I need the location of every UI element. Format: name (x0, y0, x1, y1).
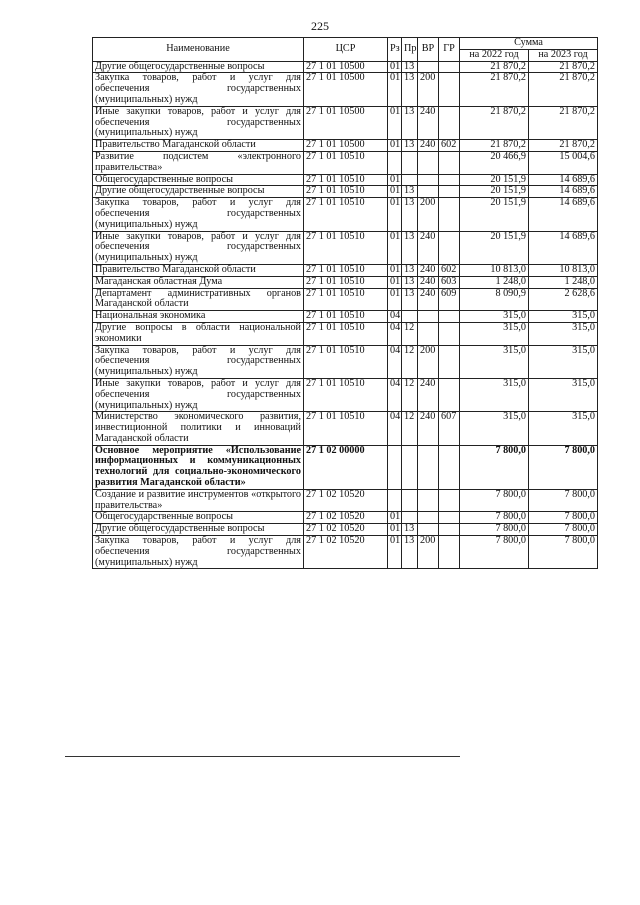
row-name: Другие общегосударственные вопросы (93, 524, 304, 536)
row-name: Департамент административных органов Магаданской области (93, 288, 304, 311)
row-vr: 240 (418, 276, 439, 288)
row-vr: 240 (418, 412, 439, 445)
row-sum-2022: 7 800,0 (460, 536, 529, 569)
row-sum-2023: 315,0 (529, 412, 598, 445)
row-name: Другие общегосударственные вопросы (93, 61, 304, 73)
row-name: Закупка товаров, работ и услуг для обеспечения государственных (муниципальных) нужд (93, 536, 304, 569)
row-name: Общегосударственные вопросы (93, 174, 304, 186)
row-gr (439, 524, 460, 536)
row-name: Общегосударственные вопросы (93, 512, 304, 524)
row-gr (439, 231, 460, 264)
row-pr (402, 151, 418, 174)
row-sum-2022: 315,0 (460, 322, 529, 345)
row-sum-2023: 7 800,0 (529, 524, 598, 536)
row-gr (439, 512, 460, 524)
row-sum-2022: 21 870,2 (460, 61, 529, 73)
row-gr: 609 (439, 288, 460, 311)
row-pr: 13 (402, 106, 418, 139)
row-sum-2022: 7 800,0 (460, 512, 529, 524)
row-sum-2022: 315,0 (460, 345, 529, 378)
header-pr: Пр (402, 38, 418, 62)
row-sum-2023: 14 689,6 (529, 198, 598, 231)
row-rz: 01 (388, 524, 402, 536)
row-name: Закупка товаров, работ и услуг для обеспечения государственных (муниципальных) нужд (93, 73, 304, 106)
row-sum-2023: 21 870,2 (529, 140, 598, 152)
row-sum-2023: 7 800,0 (529, 536, 598, 569)
row-vr: 240 (418, 231, 439, 264)
row-name: Иные закупки товаров, работ и услуг для обеспечения государственных (муниципальных) нужд (93, 106, 304, 139)
table-row (93, 264, 598, 276)
row-csr: 27 1 02 10520 (304, 524, 388, 536)
row-vr: 240 (418, 264, 439, 276)
budget-table (92, 37, 598, 569)
row-gr (439, 378, 460, 411)
row-name: Другие вопросы в области национальной экономики (93, 322, 304, 345)
row-vr (418, 322, 439, 345)
row-pr: 13 (402, 276, 418, 288)
row-sum-2022: 315,0 (460, 412, 529, 445)
row-sum-2022: 10 813,0 (460, 264, 529, 276)
row-csr: 27 1 02 10520 (304, 512, 388, 524)
table-row (93, 322, 598, 345)
row-gr (439, 536, 460, 569)
row-csr: 27 1 01 10510 (304, 151, 388, 174)
table-row (93, 61, 598, 73)
row-sum-2023: 315,0 (529, 311, 598, 323)
row-vr (418, 186, 439, 198)
row-rz: 04 (388, 322, 402, 345)
row-pr: 13 (402, 524, 418, 536)
row-pr: 12 (402, 322, 418, 345)
row-vr: 200 (418, 345, 439, 378)
row-vr (418, 524, 439, 536)
row-vr (418, 151, 439, 174)
row-sum-2023: 1 248,0 (529, 276, 598, 288)
table-row (93, 140, 598, 152)
row-vr: 240 (418, 288, 439, 311)
row-rz (388, 151, 402, 174)
row-csr: 27 1 01 10510 (304, 186, 388, 198)
table-row (93, 276, 598, 288)
row-gr (439, 445, 460, 489)
row-sum-2023: 315,0 (529, 345, 598, 378)
row-name: Министерство экономического развития, инвестиционной политики и инноваций Магаданской области (93, 412, 304, 445)
row-pr: 13 (402, 198, 418, 231)
row-pr (402, 311, 418, 323)
row-csr: 27 1 01 10510 (304, 264, 388, 276)
row-pr (402, 512, 418, 524)
row-csr: 27 1 01 10510 (304, 378, 388, 411)
row-rz: 01 (388, 288, 402, 311)
row-gr (439, 106, 460, 139)
row-sum-2023: 7 800,0 (529, 512, 598, 524)
row-sum-2023: 7 800,0 (529, 445, 598, 489)
table-row (93, 489, 598, 512)
row-gr (439, 489, 460, 512)
row-sum-2023: 21 870,2 (529, 73, 598, 106)
row-sum-2023: 14 689,6 (529, 174, 598, 186)
row-rz: 01 (388, 198, 402, 231)
row-sum-2022: 21 870,2 (460, 106, 529, 139)
row-rz (388, 489, 402, 512)
row-gr (439, 198, 460, 231)
row-vr (418, 311, 439, 323)
row-name: Правительство Магаданской области (93, 264, 304, 276)
row-vr: 200 (418, 198, 439, 231)
row-sum-2022: 7 800,0 (460, 524, 529, 536)
row-csr: 27 1 02 10520 (304, 536, 388, 569)
table-row (93, 445, 598, 489)
table-row (93, 524, 598, 536)
table-row (93, 231, 598, 264)
header-row (93, 38, 598, 50)
row-vr: 240 (418, 106, 439, 139)
row-gr: 607 (439, 412, 460, 445)
row-vr: 200 (418, 73, 439, 106)
row-name: Иные закупки товаров, работ и услуг для обеспечения государственных (муниципальных) нужд (93, 231, 304, 264)
row-csr: 27 1 01 10500 (304, 61, 388, 73)
row-gr (439, 151, 460, 174)
row-rz: 01 (388, 186, 402, 198)
row-csr: 27 1 01 10510 (304, 174, 388, 186)
row-pr: 13 (402, 536, 418, 569)
row-gr: 603 (439, 276, 460, 288)
row-sum-2022: 7 800,0 (460, 445, 529, 489)
row-sum-2022: 20 151,9 (460, 186, 529, 198)
table-row (93, 512, 598, 524)
table-row (93, 186, 598, 198)
row-rz: 01 (388, 231, 402, 264)
table-row (93, 378, 598, 411)
row-pr: 12 (402, 345, 418, 378)
row-pr: 13 (402, 231, 418, 264)
row-rz: 01 (388, 140, 402, 152)
row-csr: 27 1 02 00000 (304, 445, 388, 489)
row-name: Правительство Магаданской области (93, 140, 304, 152)
row-sum-2022: 20 151,9 (460, 198, 529, 231)
bottom-rule (65, 756, 460, 757)
row-name: Закупка товаров, работ и услуг для обеспечения государственных (муниципальных) нужд (93, 198, 304, 231)
row-sum-2023: 2 628,6 (529, 288, 598, 311)
row-name: Основное мероприятие «Использование информационных и коммуникационных технологий для социально-экономического развития Магаданской области» (93, 445, 304, 489)
row-rz: 01 (388, 61, 402, 73)
row-pr: 13 (402, 140, 418, 152)
table-row (93, 73, 598, 106)
row-sum-2023: 14 689,6 (529, 186, 598, 198)
row-pr: 13 (402, 288, 418, 311)
row-rz: 04 (388, 378, 402, 411)
row-rz: 01 (388, 536, 402, 569)
row-pr (402, 174, 418, 186)
row-name: Создание и развитие инструментов «открытого правительства» (93, 489, 304, 512)
table-row (93, 536, 598, 569)
table-row (93, 311, 598, 323)
row-csr: 27 1 01 10510 (304, 311, 388, 323)
row-rz (388, 445, 402, 489)
row-csr: 27 1 01 10510 (304, 276, 388, 288)
row-pr: 12 (402, 378, 418, 411)
row-pr: 13 (402, 61, 418, 73)
row-pr (402, 445, 418, 489)
row-csr: 27 1 01 10510 (304, 345, 388, 378)
row-gr (439, 174, 460, 186)
row-gr (439, 345, 460, 378)
row-pr: 13 (402, 264, 418, 276)
row-rz: 01 (388, 73, 402, 106)
row-sum-2023: 315,0 (529, 322, 598, 345)
row-sum-2023: 10 813,0 (529, 264, 598, 276)
row-sum-2023: 21 870,2 (529, 61, 598, 73)
table-row (93, 345, 598, 378)
row-sum-2022: 8 090,9 (460, 288, 529, 311)
header-csr: ЦСР (304, 38, 388, 62)
row-sum-2022: 315,0 (460, 311, 529, 323)
row-pr: 13 (402, 73, 418, 106)
row-rz: 04 (388, 345, 402, 378)
row-gr (439, 311, 460, 323)
row-vr: 200 (418, 536, 439, 569)
row-rz: 01 (388, 512, 402, 524)
table-row (93, 288, 598, 311)
row-csr: 27 1 01 10500 (304, 106, 388, 139)
header-gr: ГР (439, 38, 460, 62)
row-sum-2022: 20 151,9 (460, 174, 529, 186)
row-csr: 27 1 01 10510 (304, 198, 388, 231)
row-rz: 01 (388, 106, 402, 139)
row-vr (418, 61, 439, 73)
row-vr: 240 (418, 140, 439, 152)
table-body (93, 61, 598, 569)
row-pr (402, 489, 418, 512)
row-gr: 602 (439, 140, 460, 152)
row-sum-2023: 21 870,2 (529, 106, 598, 139)
row-name: Национальная экономика (93, 311, 304, 323)
row-csr: 27 1 01 10510 (304, 288, 388, 311)
header-sum: Сумма (460, 38, 598, 50)
row-sum-2023: 14 689,6 (529, 231, 598, 264)
page-number: 225 (311, 19, 329, 33)
row-pr: 12 (402, 412, 418, 445)
table-row (93, 151, 598, 174)
header-rz: Рз (388, 38, 402, 62)
header-year-2023: на 2023 год (529, 49, 598, 61)
row-sum-2022: 20 466,9 (460, 151, 529, 174)
row-gr (439, 61, 460, 73)
row-csr: 27 1 01 10510 (304, 322, 388, 345)
row-sum-2022: 20 151,9 (460, 231, 529, 264)
row-name: Иные закупки товаров, работ и услуг для обеспечения государственных (муниципальных) нужд (93, 378, 304, 411)
row-rz: 01 (388, 174, 402, 186)
row-vr (418, 174, 439, 186)
table-row (93, 106, 598, 139)
row-pr: 13 (402, 186, 418, 198)
header-year-2022: на 2022 год (460, 49, 529, 61)
row-name: Развитие подсистем «электронного правительства» (93, 151, 304, 174)
row-vr (418, 512, 439, 524)
row-vr: 240 (418, 378, 439, 411)
row-rz: 04 (388, 412, 402, 445)
row-gr (439, 322, 460, 345)
row-sum-2022: 21 870,2 (460, 140, 529, 152)
row-sum-2023: 7 800,0 (529, 489, 598, 512)
row-name: Закупка товаров, работ и услуг для обеспечения государственных (муниципальных) нужд (93, 345, 304, 378)
row-csr: 27 1 01 10500 (304, 140, 388, 152)
row-vr (418, 489, 439, 512)
row-rz: 01 (388, 276, 402, 288)
row-gr (439, 186, 460, 198)
row-csr: 27 1 02 10520 (304, 489, 388, 512)
row-gr (439, 73, 460, 106)
row-gr: 602 (439, 264, 460, 276)
row-csr: 27 1 01 10500 (304, 73, 388, 106)
row-rz: 01 (388, 264, 402, 276)
row-sum-2023: 315,0 (529, 378, 598, 411)
row-name: Магаданская областная Дума (93, 276, 304, 288)
row-csr: 27 1 01 10510 (304, 412, 388, 445)
row-csr: 27 1 01 10510 (304, 231, 388, 264)
row-sum-2022: 1 248,0 (460, 276, 529, 288)
row-sum-2022: 315,0 (460, 378, 529, 411)
row-vr (418, 445, 439, 489)
row-sum-2022: 7 800,0 (460, 489, 529, 512)
table-row (93, 412, 598, 445)
row-name: Другие общегосударственные вопросы (93, 186, 304, 198)
header-name: Наименование (93, 38, 304, 62)
row-rz: 04 (388, 311, 402, 323)
row-sum-2023: 15 004,6 (529, 151, 598, 174)
row-sum-2022: 21 870,2 (460, 73, 529, 106)
table-row (93, 174, 598, 186)
header-vr: ВР (418, 38, 439, 62)
table-row (93, 198, 598, 231)
